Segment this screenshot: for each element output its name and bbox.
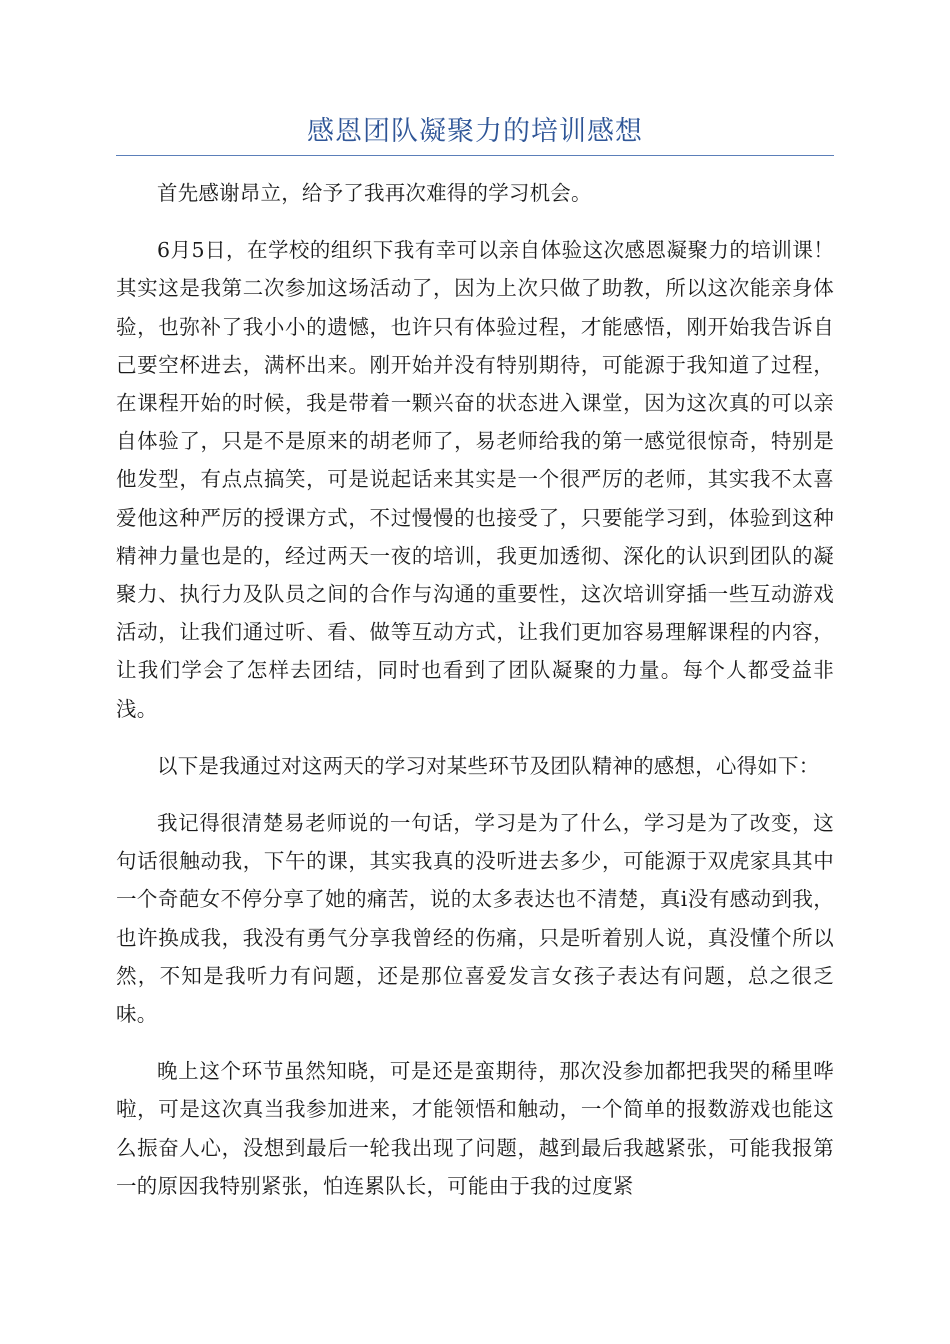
paragraph-3: 以下是我通过对这两天的学习对某些环节及团队精神的感想，心得如下： [157, 753, 820, 778]
paragraph-2: 6月5日，在学校的组织下我有幸可以亲自体验这次感恩凝聚力的培训课！其实这是我第二次参加这场活动了，因为上次只做了助教，所以这次能亲身体验，也弥补了我小小的遗憾，也许只有体验过程，才能感悟，刚开始我告诉自己要空杯进去，满杯出来。刚开始并没有特别期待，可能源于我知道了过程，在课程开始的时候，我是带着一颗兴奋的状态进入课堂，因为这次真的可以亲自体验了，只是不是原来的胡老师了，易老师给我的第一感觉很惊奇，特别是他发型，有点点搞笑，可是说起话来其实是一个很严厉的老师，其实我不太喜爱他这种严厉的授课方式，不过慢慢的也接受了，只要能学习到，体验到这种精神力量也是的，经过两天一夜的培训，我更加透彻、深化的认识到团队的凝聚力、执行力及队员之间的合作与沟通的重要性，这次培训穿插一些互动游戏活动，让我们通过听、看、做等互动方式，让我们更加容易理解课程的内容，让我们学会了怎样去团结，同时也看到了团队凝聚的力量。每个人都受益非浅。 [116, 238, 834, 721]
document-body [116, 174, 834, 1224]
paragraph-5: 晚上这个环节虽然知晓，可是还是蛮期待，那次没参加都把我哭的稀里哗啦，可是这次真当我参加进来，才能领悟和触动，一个简单的报数游戏也能这么振奋人心，没想到最后一轮我出现了问题，越到最后我越紧张，可能我报第一的原因我特别紧张，怕连累队长，可能由于我的过度紧 [116, 1059, 834, 1198]
paragraph-1: 首先感谢昂立，给予了我再次难得的学习机会。 [157, 181, 592, 205]
paragraph-4: 我记得很清楚易老师说的一句话，学习是为了什么，学习是为了改变，这句话很触动我，下午的课，其实我真的没听进去多少，可能源于双虎家具其中一个奇葩女不停分享了她的痛苦，说的太多表达也不清楚，真i没有感动到我，也许换成我，我没有勇气分享我曾经的伤痛，只是听着别人说，真没懂个所以然，不知是我听力有问题，还是那位喜爱发言女孩子表达有问题，总之很乏味。 [116, 811, 834, 1027]
page-title: 感恩团队凝聚力的培训感想 [307, 116, 643, 147]
title-underline [116, 155, 834, 156]
title-container [116, 110, 834, 154]
